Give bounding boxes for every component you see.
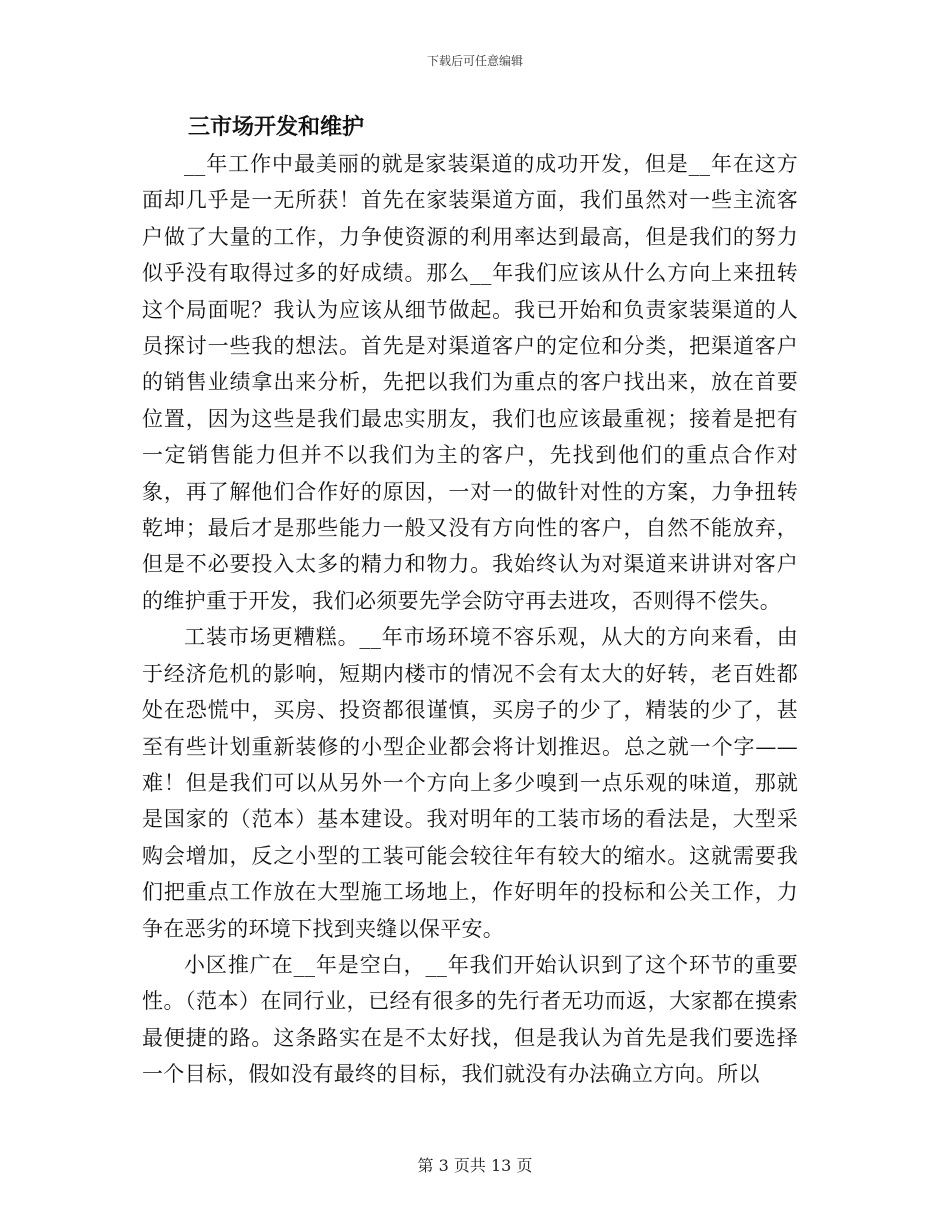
page-header: 下载后可任意编辑 (426, 54, 523, 68)
document-body (142, 110, 798, 1093)
page-footer: 第 3 页共 13 页 (417, 1156, 533, 1175)
paragraph-engineering-market: 工装市场更糟糕。__年市场环境不容乐观，从大的方向来看，由于经济危机的影响，短期内楼市的情况不会有太大的好转，老百姓都处在恐慌中，买房、投资都很谨慎，买房子的少了，精装的少了，甚至有些计划重新装修的小型企业都会将计划推迟。总之就一个字——难！但是我们可以从另外一个方向上多少嗅到一点乐观的味道，那就是国家的（范本）基本建设。我对明年的工装市场的看法是，大型采购会增加，反之小型的工装可能会较往年有较大的缩水。这就需要我们把重点工作放在大型施工场地上，作好明年的投标和公关工作，力争在恶劣的环境下找到夹缝以保平安。 (142, 625, 798, 941)
section-title: 三市场开发和维护 (188, 115, 365, 140)
paragraph-community-promotion: 小区推广在__年是空白，__年我们开始认识到了这个环节的重要性。（范本）在同行业，已经有很多的先行者无功而返，大家都在摸索最便捷的路。这条路实在是不太好找，但是我认为首先是我们要选择一个目标，假如没有最终的目标，我们就没有办法确立方向。所以 (142, 952, 798, 1087)
paragraph-home-decoration-channel: __年工作中最美丽的就是家装渠道的成功开发，但是__年在这方面却几乎是一无所获！首先在家装渠道方面，我们虽然对一些主流客户做了大量的工作，力争使资源的利用率达到最高，但是我们的努力似乎没有取得过多的好成绩。那么__年我们应该从什么方向上来扭转这个局面呢？我认为应该从细节做起。我已开始和负责家装渠道的人员探讨一些我的想法。首先是对渠道客户的定位和分类，把渠道客户的销售业绩拿出来分析，先把以我们为重点的客户找出来，放在首要位置，因为这些是我们最忠实朋友，我们也应该最重视；接着是把有一定销售能力但并不以我们为主的客户，先找到他们的重点合作对象，再了解他们合作好的原因，一对一的做针对性的方案，力争扭转乾坤；最后才是那些能力一般又没有方向性的客户，自然不能放弃，但是不必要投入太多的精力和物力。我始终认为对渠道来讲讲对客户的维护重于开发，我们必须要先学会防守再去进攻，否则得不偿失。 (142, 152, 798, 613)
